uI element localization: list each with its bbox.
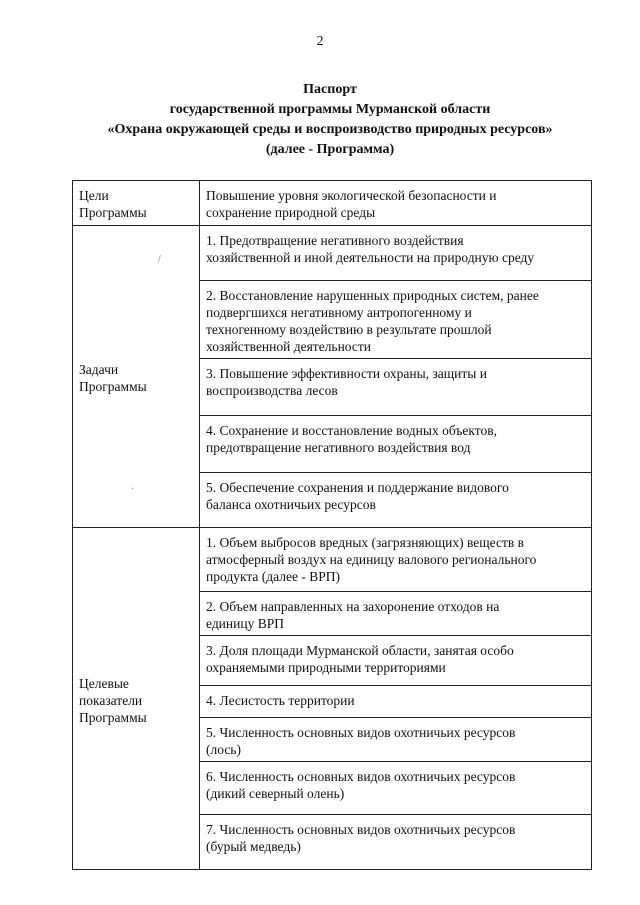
task-4-cell (200, 416, 592, 473)
indicator-1-line-3: продукта (далее - ВРП) (206, 569, 340, 584)
indicator-3-line-2: охраняемыми природными территориями (206, 660, 446, 675)
indicator-2-line-1: 2. Объем направленных на захоронение отходов на (206, 599, 500, 614)
task-5-cell (200, 473, 592, 528)
indicator-3-cell (200, 636, 592, 686)
task-1-line-2: хозяйственной и иной деятельности на природную среду (206, 250, 535, 265)
passport-table (72, 180, 592, 870)
goals-label-line-2: Программы (79, 205, 147, 220)
table-row-task-1 (73, 226, 592, 281)
indicator-5-line-1: 5. Численность основных видов охотничьих ресурсов (206, 725, 516, 740)
task-3-line-2: воспроизводства лесов (206, 383, 338, 398)
task-5-line-2: баланса охотничьих ресурсов (206, 497, 376, 512)
goals-label-line-1: Цели (79, 188, 109, 203)
task-1-cell (200, 226, 592, 281)
title-line-1: Паспорт (303, 82, 357, 97)
indicator-5-cell (200, 718, 592, 762)
indicator-7-line-1: 7. Численность основных видов охотничьих ресурсов (206, 822, 516, 837)
indicator-7-cell (200, 815, 592, 870)
task-2-line-4: хозяйственной деятельности (206, 339, 372, 354)
indicator-5-line-2: (лось) (206, 742, 241, 757)
task-2-line-2: подвергшихся негативному антропогенному и (206, 305, 472, 320)
title-line-3: «Охрана окружающей среды и воспроизводство природных ресурсов» (107, 122, 553, 137)
goals-text-cell (200, 181, 592, 226)
indicators-label-line-1: Целевые (79, 675, 129, 691)
table-row-goals (73, 181, 592, 226)
task-2-line-3: техногенному воздействию в результате прошлой (206, 322, 492, 337)
task-4-line-1: 4. Сохранение и восстановление водных объектов, (206, 423, 497, 438)
indicators-label-cell (73, 528, 200, 870)
task-2-cell (200, 281, 592, 359)
task-5-line-1: 5. Обеспечение сохранения и поддержание видового (206, 480, 509, 495)
indicators-label-line-2: показатели (79, 692, 143, 708)
goals-label-cell (73, 181, 200, 226)
goals-text-line-1: Повышение уровня экологической безопасности и (206, 188, 497, 203)
task-1-line-1: 1. Предотвращение негативного воздействия (206, 233, 464, 248)
task-4-line-2: предотвращение негативного воздействия вод (206, 440, 471, 455)
indicator-2-cell (200, 592, 592, 636)
indicator-6-line-1: 6. Численность основных видов охотничьих ресурсов (206, 769, 516, 784)
task-3-line-1: 3. Повышение эффективности охраны, защиты и (206, 366, 487, 381)
indicator-1-line-2: атмосферный воздух на единицу валового регионального (206, 552, 537, 567)
tasks-label-line-2: Программы (79, 379, 147, 394)
indicator-7-line-2: (бурый медведь) (206, 839, 301, 854)
table-row-indicator-1 (73, 528, 592, 592)
indicator-2-line-2: единицу ВРП (206, 616, 284, 631)
task-2-line-1: 2. Восстановление нарушенных природных систем, ранее (206, 288, 539, 303)
indicator-1-line-1: 1. Объем выбросов вредных (загрязняющих) веществ в (206, 535, 524, 550)
indicator-4-line-1: 4. Лесистость территории (206, 693, 355, 708)
scan-speck-mark: · (131, 484, 135, 495)
tasks-label-line-1: Задачи (79, 362, 119, 377)
scan-speck-mark: / (158, 254, 161, 265)
indicator-6-cell (200, 762, 592, 815)
title-line-4: (далее - Программа) (265, 142, 395, 157)
page-number: 2 (316, 34, 324, 49)
indicators-label-line-3: Программы (79, 709, 147, 725)
indicator-4-cell (200, 686, 592, 718)
task-3-cell (200, 359, 592, 416)
indicator-1-cell (200, 528, 592, 592)
title-line-2: государственной программы Мурманской области (169, 102, 491, 117)
document-title (40, 80, 620, 160)
indicator-6-line-2: (дикий северный олень) (206, 786, 345, 801)
indicator-3-line-1: 3. Доля площади Мурманской области, занятая особо (206, 643, 514, 658)
tasks-label-cell (73, 226, 200, 528)
goals-text-line-2: сохранение природной среды (206, 205, 376, 220)
